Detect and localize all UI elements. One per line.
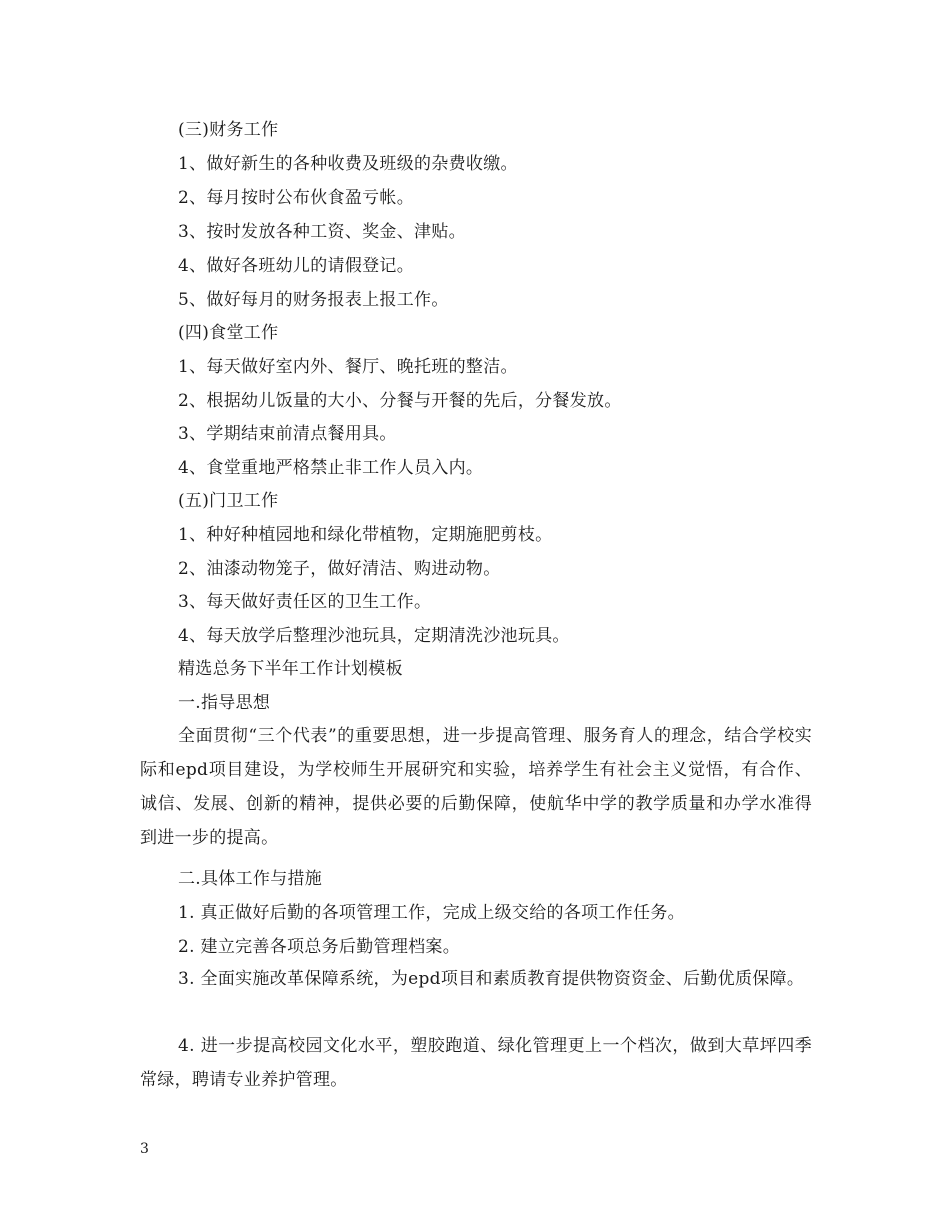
- list-item: 1. 真正做好后勤的各项管理工作，完成上级交给的各项工作任务。: [178, 903, 685, 923]
- list-item: 3、学期结束前清点餐用具。: [178, 424, 397, 444]
- page-number: 3: [140, 1141, 149, 1157]
- section-heading-canteen: (四)食堂工作: [178, 323, 279, 343]
- list-item: 4、每天放学后整理沙池玩具，定期清洗沙池玩具。: [178, 626, 570, 646]
- list-item: 4、做好各班幼儿的请假登记。: [178, 256, 415, 276]
- list-item: 4. 进一步提高校园文化水平，塑胶跑道、绿化管理更上一个档次，做到大草坪四季常绿，聘请专业养护管理。: [140, 1036, 812, 1090]
- guiding-thought-paragraph: 全面贯彻“三个代表”的重要思想，进一步提高管理、服务育人的理念，结合学校实际和epd项目建设，为学校师生开展研究和实验，培养学生有社会主义觉悟，有合作、诚信、发展、创新的精神，提供必要的后勤保障，使航华中学的教学质量和办学水准得到进一步的提高。: [140, 726, 812, 848]
- section-heading-guiding-thought: 一.指导思想: [178, 693, 271, 713]
- list-item: 3、每天做好责任区的卫生工作。: [178, 592, 432, 612]
- plan-title: 精选总务下半年工作计划模板: [178, 659, 403, 679]
- list-item: 2、每月按时公布伙食盈亏帐。: [178, 188, 415, 208]
- list-item: 3. 全面实施改革保障系统，为epd项目和素质教育提供物资资金、后勤优质保障。: [178, 969, 805, 989]
- list-item: 2、根据幼儿饭量的大小、分餐与开餐的先后，分餐发放。: [178, 391, 622, 411]
- section-heading-guard: (五)门卫工作: [178, 491, 279, 511]
- section-heading-measures: 二.具体工作与措施: [178, 869, 323, 889]
- list-item: 5、做好每月的财务报表上报工作。: [178, 290, 449, 310]
- list-item: 1、做好新生的各种收费及班级的杂费收缴。: [178, 154, 518, 174]
- list-item: 2、油漆动物笼子，做好清洁、购进动物。: [178, 559, 501, 579]
- list-item: 4、食堂重地严格禁止非工作人员入内。: [178, 458, 484, 478]
- list-item: 3、按时发放各种工资、奖金、津贴。: [178, 222, 466, 242]
- list-item: 1、每天做好室内外、餐厅、晚托班的整洁。: [178, 357, 518, 377]
- section-heading-finance: (三)财务工作: [178, 120, 279, 140]
- list-item: 2. 建立完善各项总务后勤管理档案。: [178, 937, 461, 957]
- list-item: 1、种好种植园地和绿化带植物，定期施肥剪枝。: [178, 525, 553, 545]
